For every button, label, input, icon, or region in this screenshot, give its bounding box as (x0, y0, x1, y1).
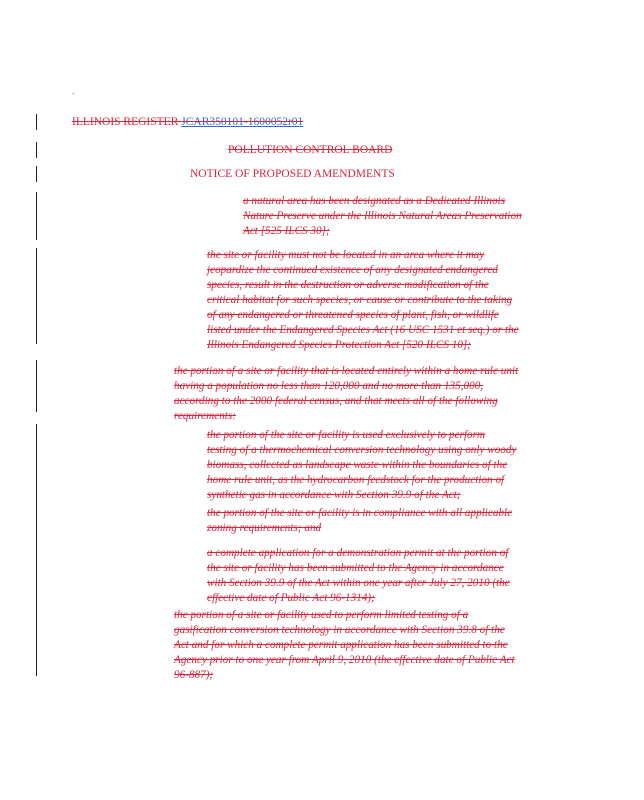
agency-name: POLLUTION CONTROL BOARD (228, 144, 393, 156)
paragraph-endangered-species: the site or facility must not be located in an area where it may jeopardize the continued existence of any designated endangered species, result in the destruction or adverse modification of the critical habitat for such species, or cause or contribute to the taking of any endangered or threatened species of plant, fish, or wildlife listed under the Endangered Species Act (16 USC 1531 et seq.) or the Illinois Endangered Species Protection Act [520 ILCS 10]; (207, 249, 519, 351)
paragraph-gasification: the portion of a site or facility used to perform limited testing of a gasification conversion technology in accordance with Section 39.8 of the Act and for which a complete permit application has been submitted to the Agency prior to one year from April 9, 2010 (the effective date of Public Act 96-887); (174, 609, 515, 681)
register-label: ILLINOIS REGISTER (72, 116, 179, 128)
change-bar (36, 142, 37, 158)
change-bar (36, 192, 37, 240)
change-bar (36, 166, 37, 182)
notice-title: NOTICE OF PROPOSED AMENDMENTS (190, 168, 395, 180)
change-bar (36, 360, 37, 412)
change-bar (36, 604, 37, 676)
scan-speck (72, 92, 75, 95)
paragraph-thermochemical: the portion of the site or facility is used exclusively to perform testing of a thermochemical conversion technology using only woody biomass, collected as landscape waste within the boundaries of the home rule unit, as the hydrocarbon feedstock for the production of synthetic gas in accordance with Section 39.9 of the Act; (207, 429, 517, 501)
paragraph-zoning: the portion of the site or facility is in compliance with all applicable zoning requirements; and (207, 507, 513, 534)
jcar-code: JCAR350101-1600052r01 (181, 116, 304, 128)
change-bar (36, 114, 37, 130)
paragraph-nature-preserve: a natural area has been designated as a Dedicated Illinois Nature Preserve under the Illinois Natural Areas Preservation Act [525 ILCS 30]; (243, 195, 522, 237)
paragraph-demonstration-permit: a complete application for a demonstration permit at the portion of the site or facility has been submitted to the Agency in accordance with Section 39.9 of the Act within one year after July 27, 2010 (the effective date of Public Act 96-1314); (207, 547, 510, 604)
register-header (72, 116, 303, 128)
change-bar (36, 248, 37, 344)
change-bar (36, 424, 37, 632)
paragraph-home-rule: the portion of a site or facility that is located entirely within a home rule unit having a population no less than 120,000 and no more than 135,000, according to the 2000 federal census, and that meets all of the following requirements: (174, 365, 519, 422)
